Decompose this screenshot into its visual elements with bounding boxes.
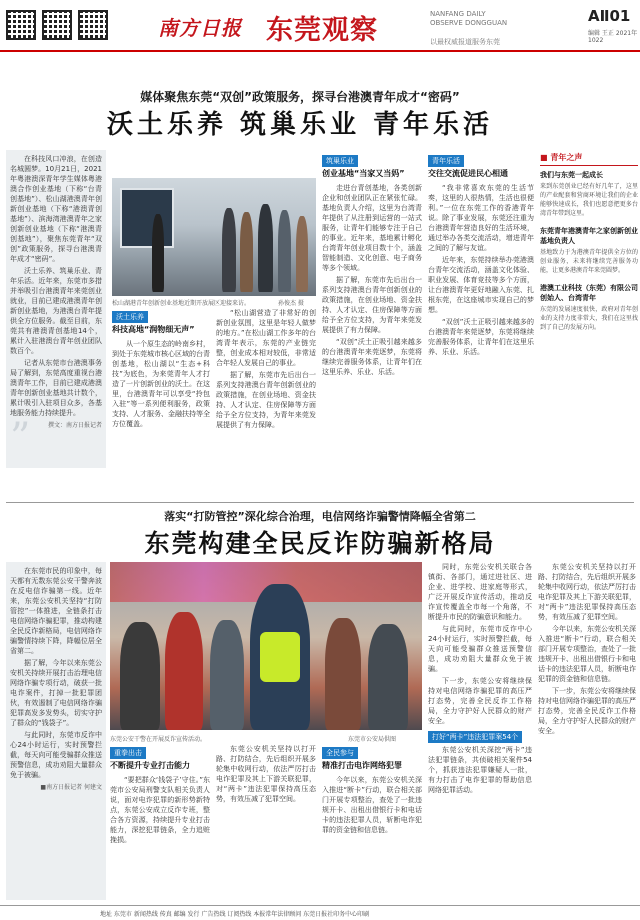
qr-code-icon xyxy=(6,10,36,40)
story1-photo-caption: 松山湖港青年创新创业基地近期开放展区迎接来访。 xyxy=(112,300,251,307)
story1-kicker: 媒体聚焦东莞“双创”政策服务，探寻台港澳青年成才“密码” xyxy=(140,90,460,104)
story1-column-3: 筑巢乐业 创业基地“当家又当妈” 走进台青创基地，各类创新企业和创业团队正在紧张忙碌。基地负责人介绍，这里为台湾青年提供了从注册到运营的一站式服务，让青年们能够专注于自己的事业。近年来，基地累计孵化台湾青年创业项目数十个，涵盖智能制造、文化创意、电子商务等多个领域。 据了解，东莞市先后出台一系列支持港澳台青年创新创业的政策措施，在创业场地、资金扶持、人才认定、住房保障等方面给予全方位支持，为青年来莞发展提供了有力保障。 “双创”沃土正吸引越来越多的台港澳青年来莞逐梦，东莞将继续完善服务体系，让青年们在这里乐养、乐业、乐活。 xyxy=(322,157,422,376)
story2-lead: 在东莞市民的印象中，每天都有无数东莞公安干警奔波在反电信诈骗第一线。近年来，东莞公安机关坚持“打防管控”一体推进，全链条打击电信网络诈骗犯罪，推动构建全民反诈新格局，电信网络诈骗警情持续下降，降幅位居全省第二。 据了解，今年以来东莞公安机关持续开展打击治理电信网络诈骗专项行动，破获一批电诈案件，打掉一批犯罪团伙，有效遏制了电信网络诈骗犯罪高发多发势头，切实守护了群众的“钱袋子”。 与此同时，东莞市反诈中心24小时运行，实时预警拦截，每天向可能受骗群众推送预警信息，成功劝阻大量群众免于被骗。 ■南方日报记者 何建文 xyxy=(6,562,106,900)
rail-item: 东莞青年港澳青年之家创新创业基地负责人 基地致力于为港澳青年提供全方位的创业服务，未来将继续完善服务功能，让更多港澳青年来莞圆梦。 xyxy=(540,227,638,274)
qr-code-icon xyxy=(78,10,108,40)
story1-column-4: 青年乐活 交往交流促进民心相通 “我非常喜欢东莞的生活节奏，这里的人很热情，生活也很便利。”一位在东莞工作的香港青年说。除了事业发展，东莞还注重为台港澳青年营造良好的生活环境，通过举办各类交流活动，增进青年之间的了解与友谊。 近年来，东莞持续举办莞港澳台青年交流活动，涵盖文化体验、职业发展、体育竞技等多个方面，让台港澳青年更好地融入东莞、扎根东莞，在这座城市实现自己的梦想。 “双创”沃土正吸引越来越多的台港澳青年来莞逐梦，东莞将继续完善服务体系，让青年们在这里乐养、乐业、乐活。 xyxy=(428,157,534,356)
subhead-title: 不断提升专业打击能力 xyxy=(110,761,190,770)
story2-column-2: 东莞公安机关坚持以打开路、打防结合，先后组织开展多轮集中收网行动，依法严厉打击电诈犯罪及其上下游关联犯罪，对“两卡”违法犯罪保持高压态势，有效压减了犯罪空间。 xyxy=(216,745,316,803)
quote-mark-icon: ” xyxy=(10,415,31,461)
subhead-tag: 重拳出击 xyxy=(110,747,146,759)
story2-headline: 东莞构建全民反诈防骗新格局 xyxy=(144,529,496,558)
reflective-vest xyxy=(260,632,300,682)
display-screen xyxy=(120,188,174,248)
story2-kicker: 落实“打防管控”深化综合治理，电信网络诈骗警情降幅全省第二 xyxy=(164,510,476,523)
story2-column-3: 全民参与 精准打击电诈网络犯罪 今年以来，东莞公安机关深入推进“断卡”行动，联合相关部门开展专项整治，查处了一批违规开卡、出租出借银行卡和电话卡的违法犯罪人员，斩断电诈犯罪的资金链和信息链。 xyxy=(322,749,422,834)
story1-lead: 在科技风口冲浪，在创造名城圆梦。10月21日，2021年粤港澳深青年学生媒体粤港澳合作创业基地（下称“台青创基地”）、松山湖港澳青年创新创业基地（下称“港澳青创基地”）、滨海湾港澳青年之家创新创业基地（下称“港澳青创基地”），聚焦东莞青年“双创”政策服务，探寻台港澳青年成才“密码”。 沃土乐养、筑巢乐业、青年乐活。近年来，东莞市多措并举吸引台港澳青年来莞创业就业，目前已建成港澳青年创新创业基地，为港澳台青年提供全方位服务。截至目前，东莞共有港澳青创基地14个，累计入驻港澳台青年创业团队数百个。 记者从东莞市台港澳事务局了解到，东莞高度重视台港澳青年工作，目前已建成港澳青年创新创业基地共计数个，累计吸引入驻项目众多，各基地服务能力持续提升。 撰文：南方日报记者 ” xyxy=(6,150,106,468)
masthead xyxy=(0,0,640,52)
story1-photo xyxy=(112,178,316,296)
story2-column-4: 同时，东莞公安机关联合各镇街、各部门，通过进社区、进企业、进学校、进家庭等形式，广泛开展反诈宣传活动，推动反诈宣传覆盖全市每一个角落，不断提升市民的防骗意识和能力。 与此同时，东莞市反诈中心24小时运行，实时预警拦截，每天向可能受骗群众推送预警信息，成功劝阻大量群众免于被骗。 下一步，东莞公安将继续保持对电信网络诈骗犯罪的高压严打态势，完善全民反诈工作格局，全力守护好人民群众的财产安全。 打好“两卡”违法犯罪案54个 东莞公安机关深挖“两卡”违法犯罪链条，共侦破相关案件54个，抓获违法犯罪嫌疑人一批，有力打击了电诈犯罪的帮助信息网络犯罪活动。 xyxy=(428,563,532,794)
section-title: 东莞观察 xyxy=(266,15,378,46)
section-english-1: NANFANG DAILY OBSERVE DONGGUAN xyxy=(430,10,508,27)
story2-photo-credit: 东莞市公安局供图 xyxy=(348,736,397,743)
qr-code-icon xyxy=(42,10,72,40)
rail-item: 港澳工业科技（东莞）有限公司创始人、台湾青年 东莞的发展速度很快，政府对青年创业的支持力度非常大，我们在这里找到了自己的发展方向。 xyxy=(540,284,638,331)
section-divider xyxy=(6,502,634,503)
story1-photo-credit: 孙俊杰 摄 xyxy=(278,300,304,307)
section-slogan: 以最权威报道服务东莞 xyxy=(430,38,500,46)
story2-photo-caption: 东莞公安干警在开展反诈宣传活动。 xyxy=(110,736,207,743)
rail-item: 我们与东莞一起成长 来到东莞创业已经有好几年了，这里的产业配套和营商环境让我们的企业能够快速成长，我们也愿意把更多台湾青年带到这里。 xyxy=(540,171,638,217)
story1-column-2: “松山湖营造了非常好的创新创业氛围，这里是年轻人做梦的地方。”在松山湖工作多年的台湾青年表示，东莞的产业链完整，创业成本相对较低，非常适合年轻人发展自己的事业。 据了解，东莞市先后出台一系列支持港澳台青年创新创业的政策措施，在创业场地、资金扶持、人才认定、住房保障等方面给予全方位支持，为青年来莞发展提供了有力保障。 xyxy=(216,309,316,429)
subhead-tag: 沃土乐养 xyxy=(112,311,148,323)
story1-headline: 沃土乐养 筑巢乐业 青年乐活 xyxy=(106,110,494,140)
right-rail xyxy=(540,152,638,500)
page-meta: 编辑 王正 2021年1022 xyxy=(588,30,638,44)
story1-column-1: 沃土乐养 科技高地“润物细无声” 从一个原生态的岭南乡村，到处于东莞城市核心区域的台青创基地，松山湖以“生态+科技”为底色，为来莞青年人才打造了一片创新创业的沃土。在这里，台港澳青年可以享受“拎包入驻”等一系列便利服务，政策支持、人才服务、金融扶持等全方位覆盖。 xyxy=(112,313,210,428)
page-footer: 地址 东莞市 新闻热线 传真 邮编 发行 广告热线 订阅热线 本报常年法律顾问 东莞日报社印务中心印刷 xyxy=(0,905,640,920)
story2-column-5: 东莞公安机关坚持以打开路、打防结合，先后组织开展多轮集中收网行动，依法严厉打击电诈犯罪及其上下游关联犯罪，对“两卡”违法犯罪保持高压态势，有效压减了犯罪空间。 今年以来，东莞公安机关深入推进“断卡”行动，联合相关部门开展专项整治，查处了一批违规开卡、出租出借银行卡和电话卡的违法犯罪人员，斩断电诈犯罪的资金链和信息链。 下一步，东莞公安将继续保持对电信网络诈骗犯罪的高压严打态势，完善全民反诈工作格局，全力守护好人民群众的财产安全。 xyxy=(538,563,636,735)
rail-title: ■ 青年之声 xyxy=(540,152,638,166)
subhead-title: 精准打击电诈网络犯罪 xyxy=(322,761,402,770)
page-number: AⅡ01 xyxy=(588,7,631,25)
subhead-tag: 打好“两卡”违法犯罪案54个 xyxy=(428,731,522,743)
subhead-tag: 全民参与 xyxy=(322,747,358,759)
subhead-title: 交往交流促进民心相通 xyxy=(428,169,508,178)
subhead-title: 创业基地“当家又当妈” xyxy=(322,169,405,178)
story2-photo xyxy=(110,562,422,730)
subhead-tag: 筑巢乐业 xyxy=(322,155,358,167)
subhead-title: 科技高地“润物细无声” xyxy=(112,325,195,334)
subhead-tag: 青年乐活 xyxy=(428,155,464,167)
story2-column-1: 重拳出击 不断提升专业打击能力 “要把群众‘钱袋子’守住。”东莞市公安局刑警支队相关负责人说，面对电诈犯罪的新形势新特点，东莞公安成立反诈专班，整合各方资源，持续提升专业打击能力，深挖犯罪链条，全力追赃挽损。 xyxy=(110,749,210,844)
newspaper-logo: 南方日报 xyxy=(158,16,242,40)
